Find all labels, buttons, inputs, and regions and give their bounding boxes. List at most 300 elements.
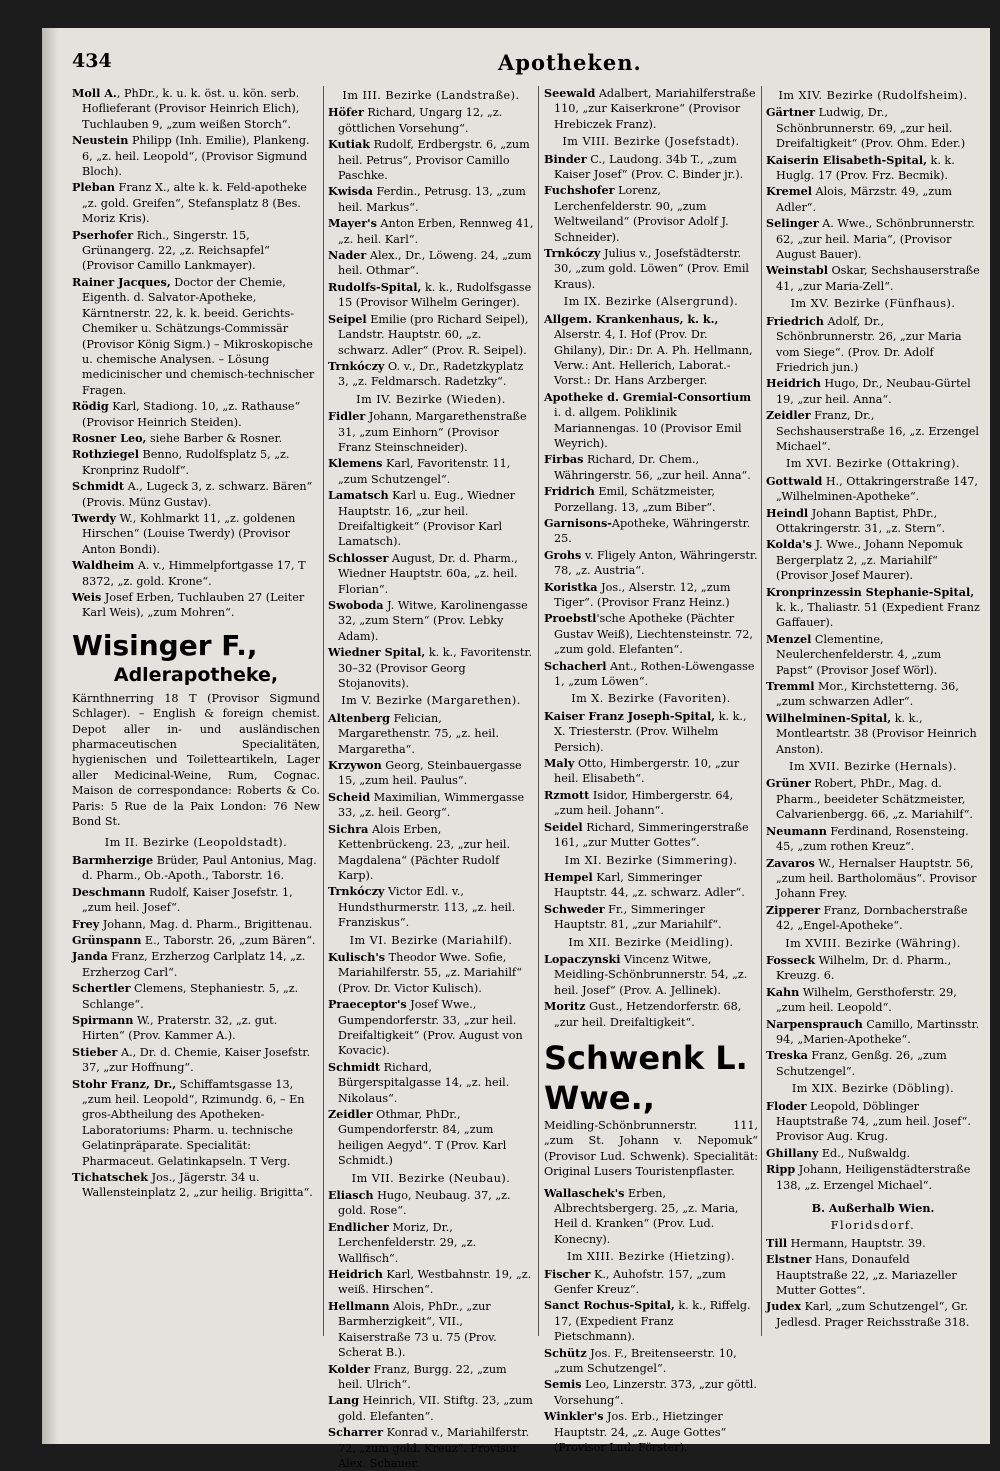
directory-entry bbox=[72, 511, 320, 557]
entry-text: Brüder, Paul Antonius, Mag. d. Pharm., Ob.-Apoth., Taborstr. 16. bbox=[82, 853, 317, 883]
directory-entry bbox=[72, 399, 320, 430]
entry-name: Weis bbox=[72, 590, 102, 604]
directory-entry bbox=[544, 484, 758, 515]
entry-text: Konrad v., Mariahilferstr. 72, „zum gold. Kreuz“. Provisor Alex. Schauer. bbox=[338, 1426, 530, 1470]
entry-name: Moll A. bbox=[72, 86, 117, 100]
column-4-entries bbox=[766, 88, 980, 1330]
entry-name: Kolda's bbox=[766, 537, 812, 552]
entry-name: Krzywon bbox=[328, 758, 382, 773]
directory-entry bbox=[328, 997, 534, 1059]
directory-entry bbox=[72, 228, 320, 274]
entry-name: Fridrich bbox=[544, 484, 595, 499]
district-heading: Im VIII. Bezirke (Josefstadt). bbox=[562, 135, 740, 149]
entry-text: Lorenz, Lerchenfelderstr. 90, „zum Weltweiland“ (Provisor Adolf J. Schneider). bbox=[554, 184, 729, 244]
entry-name: Garnisons- bbox=[544, 515, 612, 530]
directory-entry bbox=[72, 981, 320, 1012]
entry-text: Otto, Himbergerstr. 10, „zur heil. Elisabeth“. bbox=[554, 757, 740, 786]
entry-name: Heidrich bbox=[328, 1267, 383, 1282]
entry-name: Lang bbox=[328, 1393, 360, 1408]
entry-text: k. k., X. Triesterstr. (Prov. Wilhelm Persich). bbox=[554, 709, 747, 754]
directory-entry bbox=[544, 152, 758, 183]
entry-text: Wilhelm, Dr. d. Pharm., Kreuzg. 6. bbox=[776, 953, 952, 983]
entry-text: Oskar, Sechshauserstraße 41, „zur Maria-Zell“. bbox=[776, 264, 980, 293]
directory-entry bbox=[72, 933, 320, 948]
directory-entry bbox=[328, 1060, 534, 1106]
entry-name: Seidel bbox=[544, 819, 583, 834]
entry-name: Rödig bbox=[72, 399, 109, 414]
directory-entry bbox=[328, 598, 534, 644]
entry-text: Hugo, Dr., Neubau-Gürtel 19, „zur heil. Anna“. bbox=[776, 377, 971, 406]
entry-name: Weinstabl bbox=[766, 263, 828, 278]
entry-text: Franz, Genßg. 26, „zum Schutzengel“. bbox=[776, 1049, 947, 1078]
column-rule bbox=[761, 86, 762, 1336]
directory-entry bbox=[766, 1146, 980, 1161]
directory-entry bbox=[544, 246, 758, 292]
directory-entry bbox=[328, 1107, 534, 1169]
directory-entry bbox=[766, 537, 980, 583]
entry-text: Jos., Jägerstr. 34 u. Wallensteinplatz 2, „zur heilig. Brigitta“. bbox=[82, 1171, 313, 1200]
entry-name: Tichatschek bbox=[72, 1170, 149, 1184]
entry-name: Rainer Jacques, bbox=[72, 274, 171, 289]
directory-entry bbox=[544, 870, 758, 901]
entry-name: Proebstl bbox=[544, 611, 597, 626]
entry-name: Menzel bbox=[766, 631, 812, 646]
directory-entry bbox=[328, 312, 534, 358]
directory-entry bbox=[544, 952, 758, 998]
entry-name: Friedrich bbox=[766, 313, 824, 328]
directory-entry bbox=[544, 709, 758, 755]
section-heading: B. Außerhalb Wien. bbox=[811, 1201, 935, 1216]
directory-entry bbox=[328, 1267, 534, 1298]
entry-text: Franz, Erzherzog Carlplatz 14, „z. Erzherzog Carl“. bbox=[82, 950, 306, 979]
ad-text: Meidling-Schönbrunnerstr. 111, „zum St. Johann v. Nepomuk“ (Provisor Lud. Schwenk). Specialität: Original Lusers Touristenpflaster. bbox=[544, 1118, 758, 1179]
directory-entry bbox=[544, 548, 758, 579]
directory-entry bbox=[72, 1045, 320, 1076]
directory-entry bbox=[544, 1267, 758, 1298]
directory-entry bbox=[544, 516, 758, 547]
entry-text: k. k., Riffelg. 17, (Expedient Franz Pietschmann). bbox=[554, 1299, 751, 1344]
entry-text: J. Witwe, Karolinengasse 32, „zum Stern“ (Prov. Lebky Adam). bbox=[338, 599, 528, 643]
directory-entry bbox=[72, 1013, 320, 1044]
district-heading: Im XVII. Bezirke (Hernals). bbox=[789, 760, 957, 774]
entry-text: Georg, Steinbauergasse 15, „zum heil. Paulus“. bbox=[338, 759, 522, 788]
directory-entry bbox=[766, 1252, 980, 1298]
entry-name: Mayer's bbox=[328, 216, 377, 231]
directory-entry bbox=[328, 822, 534, 884]
directory-entry bbox=[544, 659, 758, 690]
entry-name: Trnkóczy bbox=[328, 884, 385, 899]
column-3 bbox=[544, 86, 758, 1455]
entry-text: Robert, PhDr., Mag. d. Pharm., beeideter Schätzmeister, Calvarienbergg. 66, „z. Mariahilf“. bbox=[776, 777, 973, 822]
column-3-entries bbox=[544, 86, 758, 1030]
entry-name: Grohs bbox=[544, 547, 582, 562]
entry-name: Schertler bbox=[72, 981, 131, 996]
column-2-entries bbox=[328, 88, 534, 1471]
entry-text: Alex., Dr., Löweng. 24, „zum heil. Othmar“. bbox=[338, 249, 532, 278]
directory-entry bbox=[72, 86, 320, 132]
entry-text: A. Wwe., Schönbrunnerstr. 62, „zur heil. Maria“, (Provisor August Bauer). bbox=[776, 217, 975, 262]
advertisement-schwenk bbox=[544, 1038, 758, 1180]
entry-name: Schlosser bbox=[328, 550, 389, 565]
directory-entry bbox=[328, 1220, 534, 1266]
directory-entry bbox=[544, 1409, 758, 1455]
directory-entry bbox=[766, 985, 980, 1016]
directory-entry bbox=[328, 248, 534, 279]
directory-entry bbox=[72, 275, 320, 398]
entry-name: Rothziegel bbox=[72, 447, 139, 462]
entry-text: Richard, Simmeringerstraße 161, „zur Mutter Gottes“. bbox=[554, 820, 749, 850]
entry-name: Seipel bbox=[328, 311, 367, 326]
directory-entry bbox=[766, 1017, 980, 1048]
entry-name: Schweder bbox=[544, 901, 605, 916]
entry-text: Alserstr. 4, I. Hof (Prov. Dr. Ghilany), Dir.: Dr. A. Ph. Hellmann, Verw.: Ant. Hellerich, Laborat.-Vorst.: Dr. Hans Arzberger. bbox=[554, 328, 753, 388]
entry-name: Lamatsch bbox=[328, 488, 389, 503]
entry-text: Richard, Ungarg 12, „z. göttlichen Vorsehung“. bbox=[338, 106, 503, 135]
directory-entry bbox=[766, 953, 980, 984]
entry-text: Johann Baptist, PhDr., Ottakringerstr. 31, „z. Stern“. bbox=[776, 506, 946, 535]
entry-text: Ant., Rothen-Löwengasse 1, „zum Löwen“. bbox=[554, 659, 755, 689]
directory-entry bbox=[544, 580, 758, 611]
entry-name: Höfer bbox=[328, 105, 364, 120]
entry-text: K., Auhofstr. 157, „zum Genfer Kreuz“. bbox=[554, 1267, 726, 1297]
entry-name: Neustein bbox=[72, 133, 129, 148]
directory-entry bbox=[766, 216, 980, 262]
entry-name: Grüner bbox=[766, 776, 811, 791]
entry-text: Anton Erben, Rennweg 41, „z. heil. Karl“. bbox=[338, 217, 534, 246]
district-heading: Im XV. Bezirke (Fünfhaus). bbox=[790, 297, 956, 311]
entry-text: Camillo, Martinsstr. 94, „Marien-Apotheke“. bbox=[776, 1017, 980, 1046]
entry-text: Ludwig, Dr., Schönbrunnerstr. 69, „zur heil. Dreifaltigkeit“ (Prov. Ohm. Eder.) bbox=[776, 106, 966, 151]
entry-name: Pleban bbox=[72, 180, 115, 195]
entry-text: Wilhelm, Gersthoferstr. 29, „zum heil. Leopold“. bbox=[776, 985, 957, 1015]
entry-name: Pserhofer bbox=[72, 227, 134, 242]
directory-entry bbox=[328, 758, 534, 789]
entry-name: Kaiserin Elisabeth-Spital, bbox=[766, 152, 927, 167]
directory-entry bbox=[328, 105, 534, 136]
entry-name: Swoboda bbox=[328, 598, 384, 612]
entry-text: Moriz, Dr., Lerchenfelderstr. 29, „z. Wallfisch“. bbox=[338, 1220, 477, 1265]
entry-text: Richard, Dr. Chem., Währingerstr. 56, „zur heil. Anna“. bbox=[554, 453, 751, 482]
entry-name: Altenberg bbox=[328, 710, 391, 725]
directory-entry bbox=[328, 216, 534, 247]
entry-text: Rudolf, Erdbergstr. 6, „zum heil. Petrus“, Provisor Camillo Paschke. bbox=[338, 138, 530, 183]
directory-entry bbox=[766, 105, 980, 151]
entry-text: August, Dr. d. Pharm., Wiedner Hauptstr. 60a, „z. heil. Florian“. bbox=[338, 551, 518, 596]
entry-name: Janda bbox=[72, 949, 108, 964]
entry-name: Barmherzige bbox=[72, 852, 154, 867]
entry-name: Hellmann bbox=[328, 1298, 390, 1313]
entry-name: Moritz bbox=[544, 999, 586, 1014]
directory-entry bbox=[544, 1186, 758, 1248]
directory-entry bbox=[544, 86, 758, 132]
entry-name: Winkler's bbox=[544, 1409, 604, 1424]
directory-entry bbox=[544, 756, 758, 787]
entry-name: Zipperer bbox=[766, 902, 821, 917]
directory-entry bbox=[766, 632, 980, 678]
entry-text: J. Wwe., Johann Nepomuk Bergerplatz 2, „z. Mariahilf“ (Provisor Josef Maurer). bbox=[776, 538, 963, 583]
entry-name: Zavaros bbox=[766, 855, 815, 870]
entry-text: Victor Edl. v., Hundsthurmerstr. 113, „z. heil. Franziskus“. bbox=[338, 885, 516, 930]
directory-entry bbox=[72, 949, 320, 980]
directory-entry bbox=[544, 999, 758, 1030]
ad-subtitle: Adlerapotheke, bbox=[113, 663, 279, 686]
entry-name: Floder bbox=[766, 1098, 807, 1113]
directory-entry bbox=[766, 263, 980, 294]
directory-entry bbox=[766, 376, 980, 407]
directory-entry bbox=[328, 711, 534, 757]
entry-text: siehe Barber & Rosner. bbox=[146, 431, 283, 445]
directory-entry bbox=[544, 902, 758, 933]
entry-text: Hugo, Neubaug. 37, „z. gold. Rose“. bbox=[338, 1189, 511, 1218]
entry-name: Kahn bbox=[766, 984, 800, 999]
page-number: 434 bbox=[72, 50, 112, 72]
entry-text: Jos., Alserstr. 12, „zum Tiger“. (Provisor Franz Heinz.) bbox=[554, 580, 731, 609]
directory-entry bbox=[544, 820, 758, 851]
entry-name: Nader bbox=[328, 248, 367, 263]
entry-text: W., Praterstr. 32, „z. gut. Hirten“ (Prov. Kammer A.). bbox=[82, 1013, 278, 1043]
entry-name: Maly bbox=[544, 756, 575, 771]
directory-entry bbox=[766, 1048, 980, 1079]
entry-text: Hans, Donaufeld Hauptstraße 22, „z. Mariazeller Mutter Gottes“. bbox=[776, 1253, 957, 1298]
entry-name: Heidrich bbox=[766, 376, 821, 391]
directory-entry bbox=[328, 184, 534, 215]
directory-entry bbox=[766, 408, 980, 454]
entry-name: Scheid bbox=[328, 789, 371, 804]
entry-name: Semis bbox=[544, 1377, 582, 1392]
directory-entry bbox=[72, 885, 320, 916]
directory-entry bbox=[766, 776, 980, 822]
entry-text: Doctor der Chemie, Eigenth. d. Salvator-Apotheke, Kärntnerstr. 22, k. k. beeid. Gerichts-Chemiker u. Schätzungs-Commissär (Provisor König Sigm.) – Mikroskopische u. chemische Analysen. – Lösung medicinischer und chemisch-technischer Fragen. bbox=[82, 275, 315, 397]
directory-entry bbox=[328, 645, 534, 691]
entry-name: Stohr Franz, Dr., bbox=[72, 1076, 177, 1091]
entry-text: v. Fligely Anton, Währingerstr. 78, „z. Austria“. bbox=[554, 548, 758, 578]
directory-entry bbox=[328, 1393, 534, 1424]
entry-name: Treska bbox=[766, 1048, 808, 1063]
entry-text: Clemens, Stephaniestr. 5, „z. Schlange“. bbox=[82, 982, 299, 1011]
directory-entry bbox=[328, 280, 534, 311]
entry-name: Elstner bbox=[766, 1252, 812, 1267]
entry-text: Alois, Märzstr. 49, „zum Adler“. bbox=[776, 185, 953, 214]
entry-text: Mor., Kirchstetterng. 36, „zum schwarzen Adler“. bbox=[776, 680, 959, 709]
entry-name: Narpensprauch bbox=[766, 1016, 863, 1031]
directory-entry bbox=[328, 137, 534, 183]
entry-text: k. k., Thaliastr. 51 (Expedient Franz Gaffauer). bbox=[776, 601, 980, 630]
entry-name: Deschmann bbox=[72, 884, 146, 899]
directory-entry bbox=[328, 1299, 534, 1361]
entry-name: Kwisda bbox=[328, 184, 373, 199]
entry-text: Ferdin., Petrusg. 13, „zum heil. Markus“. bbox=[338, 185, 526, 214]
entry-text: Maximilian, Wimmergasse 33, „z. heil. Georg“. bbox=[338, 790, 525, 820]
directory-entry bbox=[328, 409, 534, 455]
entry-text: Isidor, Himbergerstr. 64, „zum heil. Johann“. bbox=[554, 788, 734, 818]
entry-name: Waldheim bbox=[72, 558, 135, 573]
directory-entry bbox=[328, 790, 534, 821]
entry-name: Zeidler bbox=[766, 408, 811, 423]
directory-entry bbox=[328, 1425, 534, 1471]
ad-text: Kärnthnerring 18 T (Provisor Sigmund Schlager). – English & foreign chemist. Depot aller in- und ausländischen pharmaceutischen Specialitäten, hygienischen und Toiletteartikeln, Lager aller Medicinal-Weine, Rum, Cognac. Maison de correspondance: Roberts & Co. Paris: 5 Rue de la Paix London: 76 New Bond St. bbox=[72, 691, 320, 829]
entry-text: Hermann, Hauptstr. 39. bbox=[787, 1236, 926, 1250]
directory-entry bbox=[544, 452, 758, 483]
directory-entry bbox=[328, 1362, 534, 1393]
directory-entry bbox=[766, 679, 980, 710]
directory-entry bbox=[766, 585, 980, 631]
entry-text: Johann, Margarethenstraße 31, „zum Einhorn“ (Provisor Franz Steinschneider). bbox=[338, 410, 527, 454]
district-heading: Im XI. Bezirke (Simmering). bbox=[564, 853, 738, 867]
entry-text: Karl, Stadiong. 10, „z. Rathause“ (Provisor Heinrich Steiden). bbox=[82, 400, 301, 429]
entry-name: Zeidler bbox=[328, 1107, 373, 1121]
entry-text: Gust., Hetzendorferstr. 68, „zur heil. Dreifaltigkeit“. bbox=[554, 1000, 742, 1029]
entry-text: Emilie (pro Richard Seipel), Landstr. Hauptstr. 60, „z. schwarz. Adler“ (Prov. R. Seipel). bbox=[338, 312, 529, 357]
entry-name: Kaiser Franz Joseph-Spital, bbox=[544, 708, 716, 723]
directory-entry bbox=[328, 551, 534, 597]
entry-name: Sanct Rochus-Spital, bbox=[544, 1298, 675, 1313]
entry-name: Heindl bbox=[766, 505, 809, 520]
entry-name: Gärtner bbox=[766, 105, 816, 120]
column-rule bbox=[323, 86, 324, 1336]
entry-name: Allgem. Krankenhaus, k. k., bbox=[544, 311, 719, 326]
district-heading: Im X. Bezirke (Favoriten). bbox=[571, 692, 731, 706]
entry-text: Jos. F., Breitenseerstr. 10, „zum Schutzengel“. bbox=[554, 1346, 737, 1376]
district-heading: Im VI. Bezirke (Mariahilf). bbox=[349, 933, 513, 947]
entry-text: Karl, Simmeringer Hauptstr. 44, „z. schwarz. Adler“. bbox=[554, 870, 745, 900]
entry-text: Felician, Margarethenstr. 75, „z. heil. Margaretha“. bbox=[338, 711, 499, 756]
entry-name: Schacherl bbox=[544, 658, 607, 673]
entry-name: Ghillany bbox=[766, 1145, 819, 1160]
entry-text: Emil, Schätzmeister, Porzellang. 13, „zum Biber“. bbox=[554, 485, 716, 514]
entry-name: Scharrer bbox=[328, 1425, 384, 1440]
entry-text: C., Laudong. 34b T., „zum Kaiser Josef“ (Prov. C. Binder jr.). bbox=[554, 152, 744, 182]
entry-text: Leopold, Döblinger Hauptstraße 74, „zum heil. Josef“. Provisor Aug. Krug. bbox=[776, 1099, 971, 1144]
entry-name: Fischer bbox=[544, 1266, 591, 1281]
directory-entry bbox=[766, 506, 980, 537]
entry-text: Leo, Linzerstr. 373, „zur göttl. Vorsehung“. bbox=[554, 1378, 757, 1407]
entry-name: Koristka bbox=[544, 579, 598, 594]
district-heading: Im II. Bezirke (Leopoldstadt). bbox=[104, 836, 288, 850]
directory-entry bbox=[72, 917, 320, 932]
directory-entry bbox=[766, 824, 980, 855]
directory-entry bbox=[766, 153, 980, 184]
district-heading: Im IX. Bezirke (Alsergrund). bbox=[563, 295, 739, 309]
entry-text: Ed., Nußwaldg. bbox=[818, 1146, 911, 1160]
directory-entry bbox=[72, 133, 320, 179]
directory-entry bbox=[544, 312, 758, 389]
entry-name: Gottwald bbox=[766, 473, 823, 488]
entry-name: Grünspann bbox=[72, 932, 142, 947]
entry-text: Julius v., Josefstädterstr. 30, „zum gold. Löwen“ (Prov. Emil Kraus). bbox=[554, 247, 750, 291]
directory-entry bbox=[544, 611, 758, 657]
district-heading: Im III. Bezirke (Landstraße). bbox=[342, 89, 520, 102]
entry-name: Hempel bbox=[544, 869, 593, 884]
directory-entry bbox=[328, 1188, 534, 1219]
entry-text: Erben, Albrechtsbergerg. 25, „z. Maria, Heil d. Kranken“ (Prov. Lud. Konecny). bbox=[554, 1186, 739, 1246]
entry-name: Fosseck bbox=[766, 952, 816, 967]
directory-entry bbox=[766, 1299, 980, 1330]
entry-name: Frey bbox=[72, 916, 100, 931]
entry-name: Schmidt bbox=[72, 479, 125, 494]
directory-entry bbox=[766, 474, 980, 505]
column-1b-entries bbox=[72, 853, 320, 1201]
ad-name: Wisinger F., bbox=[72, 628, 258, 662]
subsection-heading: Floridsdorf. bbox=[830, 1219, 916, 1233]
entry-name: Lopaczynski bbox=[544, 951, 621, 966]
entry-text: Franz, Dr., Sechshauserstraße 16, „z. Erzengel Michael“. bbox=[776, 409, 979, 453]
entry-name: Wilhelminen-Spital, bbox=[766, 710, 892, 725]
directory-entry bbox=[72, 853, 320, 884]
entry-name: Twerdy bbox=[72, 510, 117, 525]
entry-text: E., Taborstr. 26, „zum Bären“. bbox=[141, 933, 316, 947]
entry-name: Judex bbox=[766, 1299, 802, 1314]
column-1-entries bbox=[72, 86, 320, 621]
directory-entry bbox=[72, 1077, 320, 1169]
entry-text: W., Kohlmarkt 11, „z. goldenen Hirschen“ (Louise Twerdy) (Provisor Anton Bondi). bbox=[82, 511, 296, 556]
entry-name: Fidler bbox=[328, 409, 366, 424]
directory-entry bbox=[766, 711, 980, 757]
entry-text: Franz X., alte k. k. Feld-apotheke „z. gold. Greifen“, Stefansplatz 8 (Bes. Moriz Kris). bbox=[82, 181, 307, 226]
entry-name: Till bbox=[766, 1235, 788, 1250]
directory-entry bbox=[766, 184, 980, 215]
columns bbox=[72, 86, 980, 1470]
entry-name: Trnkóczy bbox=[544, 246, 601, 261]
entry-name: Selinger bbox=[766, 216, 819, 231]
entry-name: Trnkóczy bbox=[328, 358, 385, 373]
entry-text: Karl, „zum Schutzengel“, Gr. Jedlesd. Prager Reichsstraße 318. bbox=[776, 1300, 970, 1329]
entry-text: Schiffamtsgasse 13, „zum heil. Leopold“, Rzimundg. 6, – En gros-Abtheilung des Apotheken-Laboratoriums: Pharm. u. technische Gelatinpräparate. Specialität: Pharmaceut. Gelatinkapseln. T Verg. bbox=[82, 1077, 305, 1168]
directory-entry bbox=[72, 447, 320, 478]
entry-text: , PhDr., k. u. k. öst. u. kön. serb. Hoflieferant (Provisor Heinrich Elich), Tuchlauben 9, „zum weißen Storch“. bbox=[82, 87, 300, 131]
ad-name: Schwenk L. Wwe., bbox=[544, 1038, 748, 1117]
directory-entry bbox=[766, 1236, 980, 1251]
entry-name: Firbas bbox=[544, 452, 584, 467]
entry-name: Klemens bbox=[328, 456, 383, 471]
entry-name: Rudolfs-Spital, bbox=[328, 279, 422, 294]
directory-entry bbox=[766, 856, 980, 902]
entry-name: Spirmann bbox=[72, 1012, 134, 1027]
entry-name: Eliasch bbox=[328, 1188, 374, 1203]
entry-text: A. v., Himmelpfortgasse 17, T 8372, „z. gold. Krone“. bbox=[82, 559, 306, 588]
entry-name: Praeceptor's bbox=[328, 997, 407, 1012]
entry-name: Endlicher bbox=[328, 1219, 389, 1234]
entry-name: Apotheke d. Gremial-Consortium bbox=[544, 389, 752, 404]
entry-text: A., Dr. d. Chemie, Kaiser Josefstr. 37, „zur Hoffnung“. bbox=[82, 1045, 311, 1075]
entry-text: k. k., Favoritenstr. 30–32 (Provisor Georg Stojanovits). bbox=[338, 646, 533, 691]
entry-name: Kutiak bbox=[328, 137, 371, 152]
directory-entry bbox=[72, 479, 320, 510]
entry-text: Clementine, Neulerchenfelderstr. 4, „zum Papst“ (Provisor Josef Wörl). bbox=[776, 632, 942, 677]
directory-entry bbox=[72, 558, 320, 589]
entry-text: Richard, Bürgerspitalgasse 14, „z. heil. Nikolaus“. bbox=[338, 1060, 510, 1105]
entry-text: Josef Erben, Tuchlauben 27 (Leiter Karl Weis), „zum Mohren“. bbox=[82, 591, 305, 620]
column-rule bbox=[538, 86, 539, 1336]
page-title: Apotheken. bbox=[498, 50, 642, 75]
entry-text: Adalbert, Mariahilferstraße 110, „zur Kaiserkrone“ (Provisor Hrebiczek Franz). bbox=[554, 87, 756, 131]
directory-entry bbox=[72, 590, 320, 621]
district-heading: Im VII. Bezirke (Neubau). bbox=[351, 1171, 511, 1185]
column-3b-entries bbox=[544, 1186, 758, 1456]
entry-name: Neumann bbox=[766, 823, 827, 838]
entry-name: Wallaschek's bbox=[544, 1185, 625, 1200]
directory-entry bbox=[328, 488, 534, 550]
entry-text: Johann, Heiligenstädterstraße 138, „z. Erzengel Michael“. bbox=[776, 1163, 971, 1192]
directory-entry bbox=[72, 180, 320, 226]
entry-name: Kronprinzessin Stephanie-Spital, bbox=[766, 584, 975, 599]
directory-entry bbox=[544, 183, 758, 245]
district-heading: Im XII. Bezirke (Meidling). bbox=[568, 935, 734, 949]
directory-entry bbox=[328, 359, 534, 390]
column-1 bbox=[72, 86, 320, 1346]
entry-name: Schütz bbox=[544, 1345, 587, 1360]
entry-text: Johann, Mag. d. Pharm., Brigittenau. bbox=[99, 917, 313, 931]
directory-entry bbox=[544, 390, 758, 452]
